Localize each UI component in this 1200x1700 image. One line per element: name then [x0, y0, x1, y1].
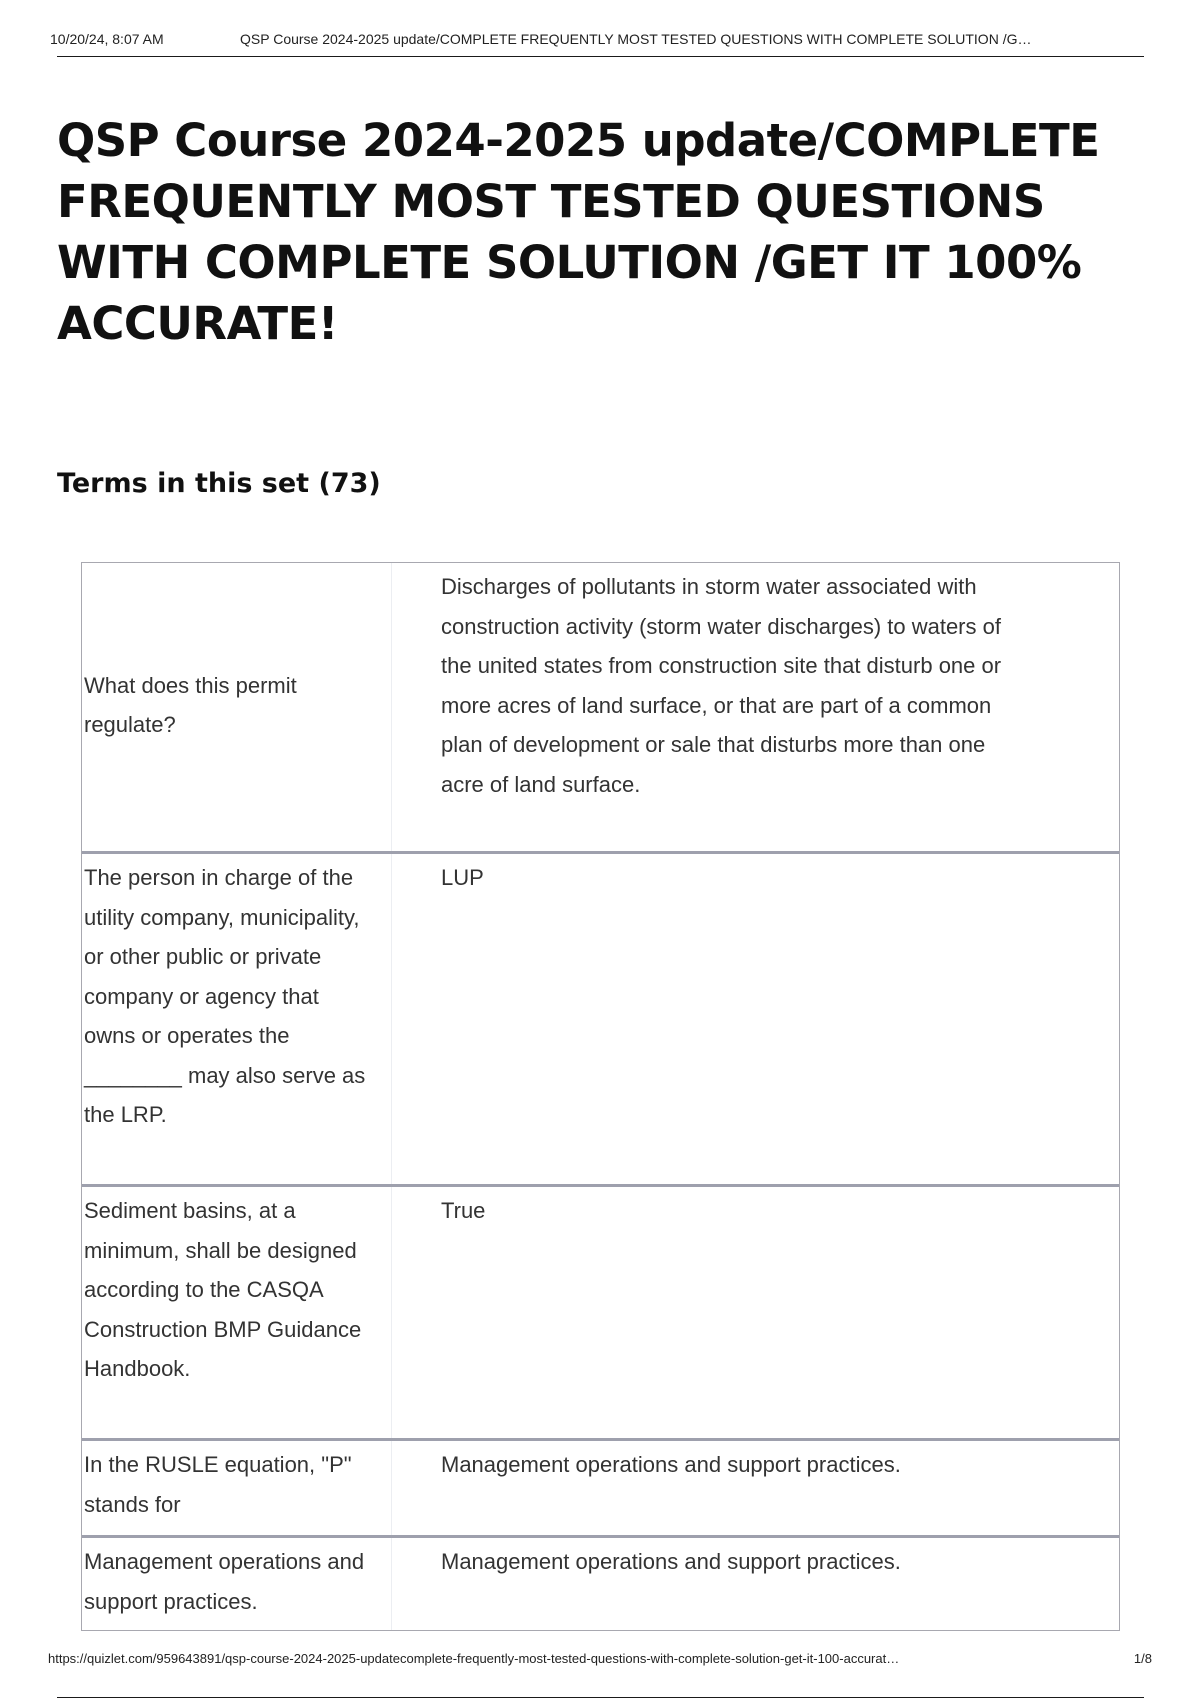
definition-text: Management operations and support practices.	[441, 1549, 901, 1574]
print-page-title: QSP Course 2024-2025 update/COMPLETE FREQUENTLY MOST TESTED QUESTIONS WITH COMPLETE SOLUTION /G…	[240, 31, 1032, 47]
footer-divider	[57, 1697, 1144, 1698]
definition-text: Management operations and support practices.	[441, 1452, 901, 1477]
term-text: In the RUSLE equation, "P" stands for	[82, 1441, 392, 1535]
term-row	[82, 1538, 1119, 1630]
page-title: QSP Course 2024-2025 update/COMPLETE FREQUENTLY MOST TESTED QUESTIONS WITH COMPLETE SOLUTION /GET IT 100% ACCURATE!	[57, 114, 1100, 350]
definition-text: True	[441, 1198, 486, 1223]
print-header	[50, 28, 1146, 54]
term-text: What does this permit regulate?	[82, 563, 392, 851]
definition-text: LUP	[441, 865, 484, 890]
term-row	[82, 1441, 1119, 1538]
print-footer	[48, 1651, 1152, 1671]
term-row	[82, 563, 1119, 854]
term-text: The person in charge of the utility company, municipality, or other public or private company or agency that owns or operates the ________ may also serve as the LRP.	[82, 854, 392, 1184]
print-url: https://quizlet.com/959643891/qsp-course-2024-2025-updatecomplete-frequently-most-tested-questions-with-complete-solution-get-it-100-accurat…	[48, 1651, 900, 1666]
term-row	[82, 1187, 1119, 1441]
header-divider	[57, 56, 1144, 57]
term-row	[82, 854, 1119, 1187]
page-number: 1/8	[1133, 1651, 1152, 1666]
terms-count-heading: Terms in this set (73)	[57, 468, 381, 499]
term-text: Management operations and support practices.	[82, 1538, 392, 1630]
term-text: Sediment basins, at a minimum, shall be designed according to the CASQA Construction BMP Guidance Handbook.	[82, 1187, 392, 1438]
print-timestamp: 10/20/24, 8:07 AM	[50, 31, 164, 47]
terms-table	[81, 562, 1120, 1631]
definition-text: Discharges of pollutants in storm water associated with construction activity (storm water discharges) to waters of the united states from construction site that disturb one or more acres of land surface, or that are part of a common plan of development or sale that disturbs more than one acre of land surface.	[441, 574, 1002, 797]
